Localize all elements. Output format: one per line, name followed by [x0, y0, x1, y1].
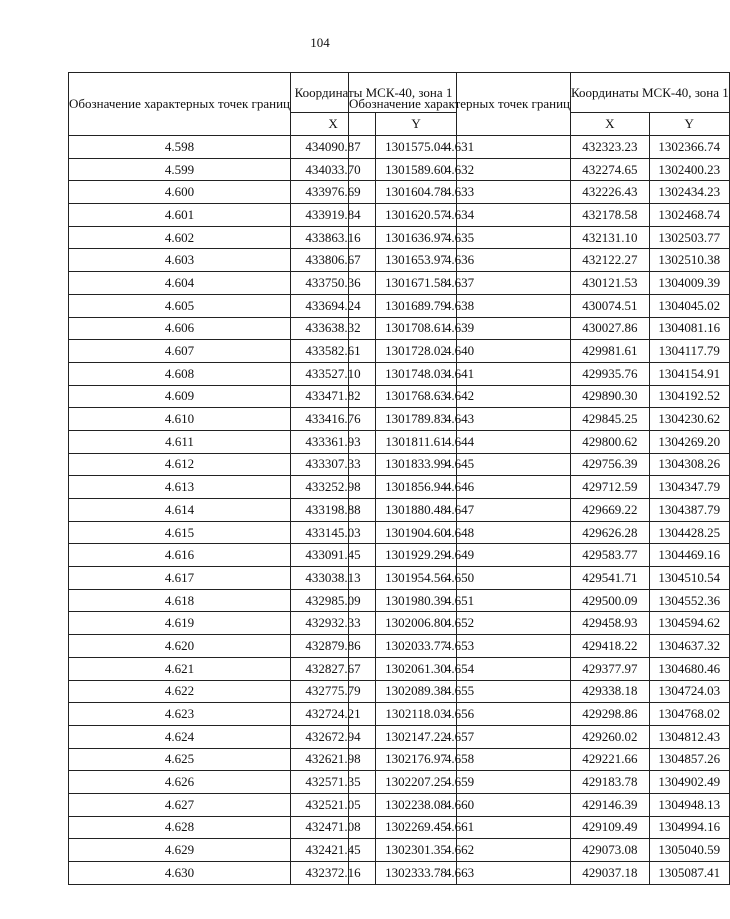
point-id-cell: 4.624 — [69, 725, 291, 748]
y-coordinate-cell: 1301929.29 — [376, 544, 457, 567]
table-row — [349, 430, 730, 453]
point-id-cell: 4.604 — [69, 272, 291, 295]
table-row — [349, 680, 730, 703]
point-id-cell: 4.648 — [349, 521, 571, 544]
y-coordinate-cell: 1301589.60 — [376, 158, 457, 181]
table-row — [349, 136, 730, 159]
point-id-cell: 4.637 — [349, 272, 571, 295]
y-coordinate-cell: 1304469.16 — [649, 544, 729, 567]
y-coordinate-cell: 1304347.79 — [649, 476, 729, 499]
y-coordinate-cell: 1301811.61 — [376, 430, 457, 453]
point-designation-header: Обозначение характерных точек границ — [69, 73, 291, 136]
y-coordinate-cell: 1302118.03 — [376, 703, 457, 726]
table-row — [349, 703, 730, 726]
y-column-header: Y — [649, 113, 729, 136]
x-coordinate-cell: 433694.24 — [291, 294, 376, 317]
x-column-header: X — [571, 113, 650, 136]
point-id-cell: 4.617 — [69, 567, 291, 590]
point-id-cell: 4.647 — [349, 499, 571, 522]
point-id-cell: 4.662 — [349, 839, 571, 862]
x-coordinate-cell: 433976.69 — [291, 181, 376, 204]
y-coordinate-cell: 1304117.79 — [649, 340, 729, 363]
x-coordinate-cell: 433091.45 — [291, 544, 376, 567]
point-id-cell: 4.610 — [69, 408, 291, 431]
point-id-cell: 4.649 — [349, 544, 571, 567]
point-id-cell: 4.643 — [349, 408, 571, 431]
y-coordinate-cell: 1305040.59 — [649, 839, 729, 862]
table-row — [349, 657, 730, 680]
x-coordinate-cell: 429800.62 — [571, 430, 650, 453]
point-id-cell: 4.625 — [69, 748, 291, 771]
y-coordinate-cell: 1304680.46 — [649, 657, 729, 680]
point-id-cell: 4.626 — [69, 771, 291, 794]
y-coordinate-cell: 1304154.91 — [649, 362, 729, 385]
point-id-cell: 4.627 — [69, 793, 291, 816]
point-id-cell: 4.608 — [69, 362, 291, 385]
table-row — [349, 408, 730, 431]
coordinate-system-header: Координаты МСК-40, зона 1 — [291, 73, 457, 113]
point-id-cell: 4.654 — [349, 657, 571, 680]
y-coordinate-cell: 1301620.57 — [376, 204, 457, 227]
y-coordinate-cell: 1301954.56 — [376, 567, 457, 590]
x-coordinate-cell: 429418.22 — [571, 635, 650, 658]
point-id-cell: 4.614 — [69, 499, 291, 522]
y-coordinate-cell: 1302333.78 — [376, 862, 457, 885]
point-id-cell: 4.657 — [349, 725, 571, 748]
point-id-cell: 4.628 — [69, 816, 291, 839]
point-id-cell: 4.645 — [349, 453, 571, 476]
point-id-cell: 4.618 — [69, 589, 291, 612]
x-coordinate-cell: 429146.39 — [571, 793, 650, 816]
point-designation-header: Обозначение характерных точек границ — [349, 73, 571, 136]
x-coordinate-cell: 433919.84 — [291, 204, 376, 227]
point-id-cell: 4.615 — [69, 521, 291, 544]
y-coordinate-cell: 1302061.30 — [376, 657, 457, 680]
y-coordinate-cell: 1302400.23 — [649, 158, 729, 181]
y-coordinate-cell: 1302238.08 — [376, 793, 457, 816]
y-coordinate-cell: 1301653.97 — [376, 249, 457, 272]
x-coordinate-cell: 429981.61 — [571, 340, 650, 363]
x-coordinate-cell: 433198.88 — [291, 499, 376, 522]
y-coordinate-cell: 1304009.39 — [649, 272, 729, 295]
point-id-cell: 4.651 — [349, 589, 571, 612]
y-coordinate-cell: 1301768.63 — [376, 385, 457, 408]
table-row — [349, 862, 730, 885]
x-coordinate-cell: 432521.05 — [291, 793, 376, 816]
x-coordinate-cell: 432672.94 — [291, 725, 376, 748]
point-id-cell: 4.659 — [349, 771, 571, 794]
point-id-cell: 4.601 — [69, 204, 291, 227]
point-id-cell: 4.609 — [69, 385, 291, 408]
point-id-cell: 4.631 — [349, 136, 571, 159]
x-coordinate-cell: 433527.10 — [291, 362, 376, 385]
table-row — [349, 317, 730, 340]
point-id-cell: 4.641 — [349, 362, 571, 385]
table-row — [349, 589, 730, 612]
y-coordinate-cell: 1302207.25 — [376, 771, 457, 794]
y-coordinate-cell: 1304948.13 — [649, 793, 729, 816]
y-coordinate-cell: 1304637.32 — [649, 635, 729, 658]
y-coordinate-cell: 1302147.22 — [376, 725, 457, 748]
y-coordinate-cell: 1304081.16 — [649, 317, 729, 340]
x-coordinate-cell: 429756.39 — [571, 453, 650, 476]
x-coordinate-cell: 429109.49 — [571, 816, 650, 839]
x-coordinate-cell: 432827.67 — [291, 657, 376, 680]
x-coordinate-cell: 434033.70 — [291, 158, 376, 181]
y-coordinate-cell: 1304768.02 — [649, 703, 729, 726]
y-coordinate-cell: 1304812.43 — [649, 725, 729, 748]
point-id-cell: 4.638 — [349, 294, 571, 317]
x-coordinate-cell: 429890.30 — [571, 385, 650, 408]
x-coordinate-cell: 429845.25 — [571, 408, 650, 431]
y-coordinate-cell: 1304552.36 — [649, 589, 729, 612]
x-coordinate-cell: 433252.98 — [291, 476, 376, 499]
x-coordinate-cell: 432323.23 — [571, 136, 650, 159]
x-coordinate-cell: 432178.58 — [571, 204, 650, 227]
x-coordinate-cell: 432775.79 — [291, 680, 376, 703]
table-row — [349, 181, 730, 204]
x-coordinate-cell: 433638.32 — [291, 317, 376, 340]
x-coordinate-cell: 432932.33 — [291, 612, 376, 635]
x-coordinate-cell: 433145.03 — [291, 521, 376, 544]
point-id-cell: 4.600 — [69, 181, 291, 204]
y-coordinate-cell: 1301689.79 — [376, 294, 457, 317]
x-coordinate-cell: 433038.13 — [291, 567, 376, 590]
x-coordinate-cell: 429298.86 — [571, 703, 650, 726]
table-row — [349, 362, 730, 385]
point-id-cell: 4.652 — [349, 612, 571, 635]
y-column-header: Y — [376, 113, 457, 136]
y-coordinate-cell: 1304902.49 — [649, 771, 729, 794]
point-id-cell: 4.607 — [69, 340, 291, 363]
point-id-cell: 4.661 — [349, 816, 571, 839]
x-coordinate-cell: 430121.53 — [571, 272, 650, 295]
x-coordinate-cell: 429626.28 — [571, 521, 650, 544]
table-row — [349, 635, 730, 658]
point-id-cell: 4.602 — [69, 226, 291, 249]
table-row — [349, 226, 730, 249]
point-id-cell: 4.636 — [349, 249, 571, 272]
table-row — [349, 385, 730, 408]
x-coordinate-cell: 432571.35 — [291, 771, 376, 794]
point-id-cell: 4.623 — [69, 703, 291, 726]
x-coordinate-cell: 429183.78 — [571, 771, 650, 794]
x-coordinate-cell: 429221.66 — [571, 748, 650, 771]
x-coordinate-cell: 432226.43 — [571, 181, 650, 204]
x-coordinate-cell: 432621.98 — [291, 748, 376, 771]
x-coordinate-cell: 429377.97 — [571, 657, 650, 680]
y-coordinate-cell: 1304192.52 — [649, 385, 729, 408]
y-coordinate-cell: 1304594.62 — [649, 612, 729, 635]
table-row — [349, 793, 730, 816]
x-coordinate-cell: 432985.09 — [291, 589, 376, 612]
point-id-cell: 4.639 — [349, 317, 571, 340]
table-row — [349, 294, 730, 317]
point-id-cell: 4.658 — [349, 748, 571, 771]
table-row — [349, 340, 730, 363]
point-id-cell: 4.620 — [69, 635, 291, 658]
y-coordinate-cell: 1301833.99 — [376, 453, 457, 476]
point-id-cell: 4.650 — [349, 567, 571, 590]
y-coordinate-cell: 1302176.97 — [376, 748, 457, 771]
x-coordinate-cell: 429935.76 — [571, 362, 650, 385]
table-row — [349, 612, 730, 635]
y-coordinate-cell: 1302269.45 — [376, 816, 457, 839]
y-coordinate-cell: 1304230.62 — [649, 408, 729, 431]
y-coordinate-cell: 1302503.77 — [649, 226, 729, 249]
y-coordinate-cell: 1301880.48 — [376, 499, 457, 522]
y-coordinate-cell: 1304308.26 — [649, 453, 729, 476]
y-coordinate-cell: 1301708.61 — [376, 317, 457, 340]
x-coordinate-cell: 429073.08 — [571, 839, 650, 862]
table-row — [349, 748, 730, 771]
point-id-cell: 4.613 — [69, 476, 291, 499]
table-row — [349, 476, 730, 499]
y-coordinate-cell: 1304428.25 — [649, 521, 729, 544]
y-coordinate-cell: 1302033.77 — [376, 635, 457, 658]
table-row — [349, 272, 730, 295]
x-coordinate-cell: 433416.76 — [291, 408, 376, 431]
x-coordinate-cell: 433750.36 — [291, 272, 376, 295]
point-id-cell: 4.629 — [69, 839, 291, 862]
table-row — [349, 771, 730, 794]
y-coordinate-cell: 1301748.03 — [376, 362, 457, 385]
y-coordinate-cell: 1304387.79 — [649, 499, 729, 522]
table-row — [349, 249, 730, 272]
y-coordinate-cell: 1301789.83 — [376, 408, 457, 431]
x-coordinate-cell: 429500.09 — [571, 589, 650, 612]
x-coordinate-cell: 432724.21 — [291, 703, 376, 726]
x-coordinate-cell: 432274.65 — [571, 158, 650, 181]
x-column-header: X — [291, 113, 376, 136]
y-coordinate-cell: 1301980.39 — [376, 589, 457, 612]
y-coordinate-cell: 1304045.02 — [649, 294, 729, 317]
point-id-cell: 4.619 — [69, 612, 291, 635]
y-coordinate-cell: 1301575.04 — [376, 136, 457, 159]
x-coordinate-cell: 433582.61 — [291, 340, 376, 363]
table-row — [349, 499, 730, 522]
point-id-cell: 4.630 — [69, 862, 291, 885]
point-id-cell: 4.646 — [349, 476, 571, 499]
point-id-cell: 4.611 — [69, 430, 291, 453]
point-id-cell: 4.606 — [69, 317, 291, 340]
x-coordinate-cell: 429541.71 — [571, 567, 650, 590]
x-coordinate-cell: 429669.22 — [571, 499, 650, 522]
x-coordinate-cell: 429260.02 — [571, 725, 650, 748]
x-coordinate-cell: 433806.67 — [291, 249, 376, 272]
point-id-cell: 4.605 — [69, 294, 291, 317]
x-coordinate-cell: 429338.18 — [571, 680, 650, 703]
coordinates-table-right — [348, 72, 730, 885]
x-coordinate-cell: 429583.77 — [571, 544, 650, 567]
y-coordinate-cell: 1301904.60 — [376, 521, 457, 544]
table-row — [349, 816, 730, 839]
table-body — [349, 136, 730, 885]
point-id-cell: 4.640 — [349, 340, 571, 363]
x-coordinate-cell: 430027.86 — [571, 317, 650, 340]
x-coordinate-cell: 432471.08 — [291, 816, 376, 839]
x-coordinate-cell: 433307.33 — [291, 453, 376, 476]
y-coordinate-cell: 1304269.20 — [649, 430, 729, 453]
point-id-cell: 4.632 — [349, 158, 571, 181]
y-coordinate-cell: 1304510.54 — [649, 567, 729, 590]
point-id-cell: 4.622 — [69, 680, 291, 703]
y-coordinate-cell: 1302006.80 — [376, 612, 457, 635]
point-id-cell: 4.633 — [349, 181, 571, 204]
y-coordinate-cell: 1302089.38 — [376, 680, 457, 703]
x-coordinate-cell: 433361.93 — [291, 430, 376, 453]
point-id-cell: 4.655 — [349, 680, 571, 703]
point-id-cell: 4.598 — [69, 136, 291, 159]
y-coordinate-cell: 1305087.41 — [649, 862, 729, 885]
page-number: 104 — [310, 35, 330, 50]
y-coordinate-cell: 1301671.58 — [376, 272, 457, 295]
point-id-cell: 4.621 — [69, 657, 291, 680]
point-id-cell: 4.656 — [349, 703, 571, 726]
table-row — [349, 725, 730, 748]
point-id-cell: 4.635 — [349, 226, 571, 249]
x-coordinate-cell: 434090.87 — [291, 136, 376, 159]
point-id-cell: 4.599 — [69, 158, 291, 181]
point-id-cell: 4.612 — [69, 453, 291, 476]
y-coordinate-cell: 1301604.78 — [376, 181, 457, 204]
y-coordinate-cell: 1304994.16 — [649, 816, 729, 839]
table-row — [349, 453, 730, 476]
table-row — [349, 521, 730, 544]
table-row — [349, 544, 730, 567]
point-id-cell: 4.660 — [349, 793, 571, 816]
y-coordinate-cell: 1304857.26 — [649, 748, 729, 771]
point-id-cell: 4.644 — [349, 430, 571, 453]
coordinate-system-header: Координаты МСК-40, зона 1 — [571, 73, 730, 113]
table-row — [349, 158, 730, 181]
y-coordinate-cell: 1302366.74 — [649, 136, 729, 159]
y-coordinate-cell: 1301856.94 — [376, 476, 457, 499]
point-id-cell: 4.663 — [349, 862, 571, 885]
table-row — [349, 204, 730, 227]
point-id-cell: 4.653 — [349, 635, 571, 658]
x-coordinate-cell: 430074.51 — [571, 294, 650, 317]
x-coordinate-cell: 429712.59 — [571, 476, 650, 499]
y-coordinate-cell: 1301728.02 — [376, 340, 457, 363]
y-coordinate-cell: 1304724.03 — [649, 680, 729, 703]
x-coordinate-cell: 432372.16 — [291, 862, 376, 885]
table-row — [349, 567, 730, 590]
x-coordinate-cell: 432421.45 — [291, 839, 376, 862]
x-coordinate-cell: 432122.27 — [571, 249, 650, 272]
x-coordinate-cell: 433863.16 — [291, 226, 376, 249]
x-coordinate-cell: 429037.18 — [571, 862, 650, 885]
y-coordinate-cell: 1302510.38 — [649, 249, 729, 272]
table-row — [349, 839, 730, 862]
y-coordinate-cell: 1302434.23 — [649, 181, 729, 204]
point-id-cell: 4.634 — [349, 204, 571, 227]
point-id-cell: 4.642 — [349, 385, 571, 408]
x-coordinate-cell: 433471.82 — [291, 385, 376, 408]
point-id-cell: 4.616 — [69, 544, 291, 567]
x-coordinate-cell: 432879.86 — [291, 635, 376, 658]
y-coordinate-cell: 1302468.74 — [649, 204, 729, 227]
y-coordinate-cell: 1301636.97 — [376, 226, 457, 249]
point-id-cell: 4.603 — [69, 249, 291, 272]
y-coordinate-cell: 1302301.35 — [376, 839, 457, 862]
x-coordinate-cell: 432131.10 — [571, 226, 650, 249]
x-coordinate-cell: 429458.93 — [571, 612, 650, 635]
